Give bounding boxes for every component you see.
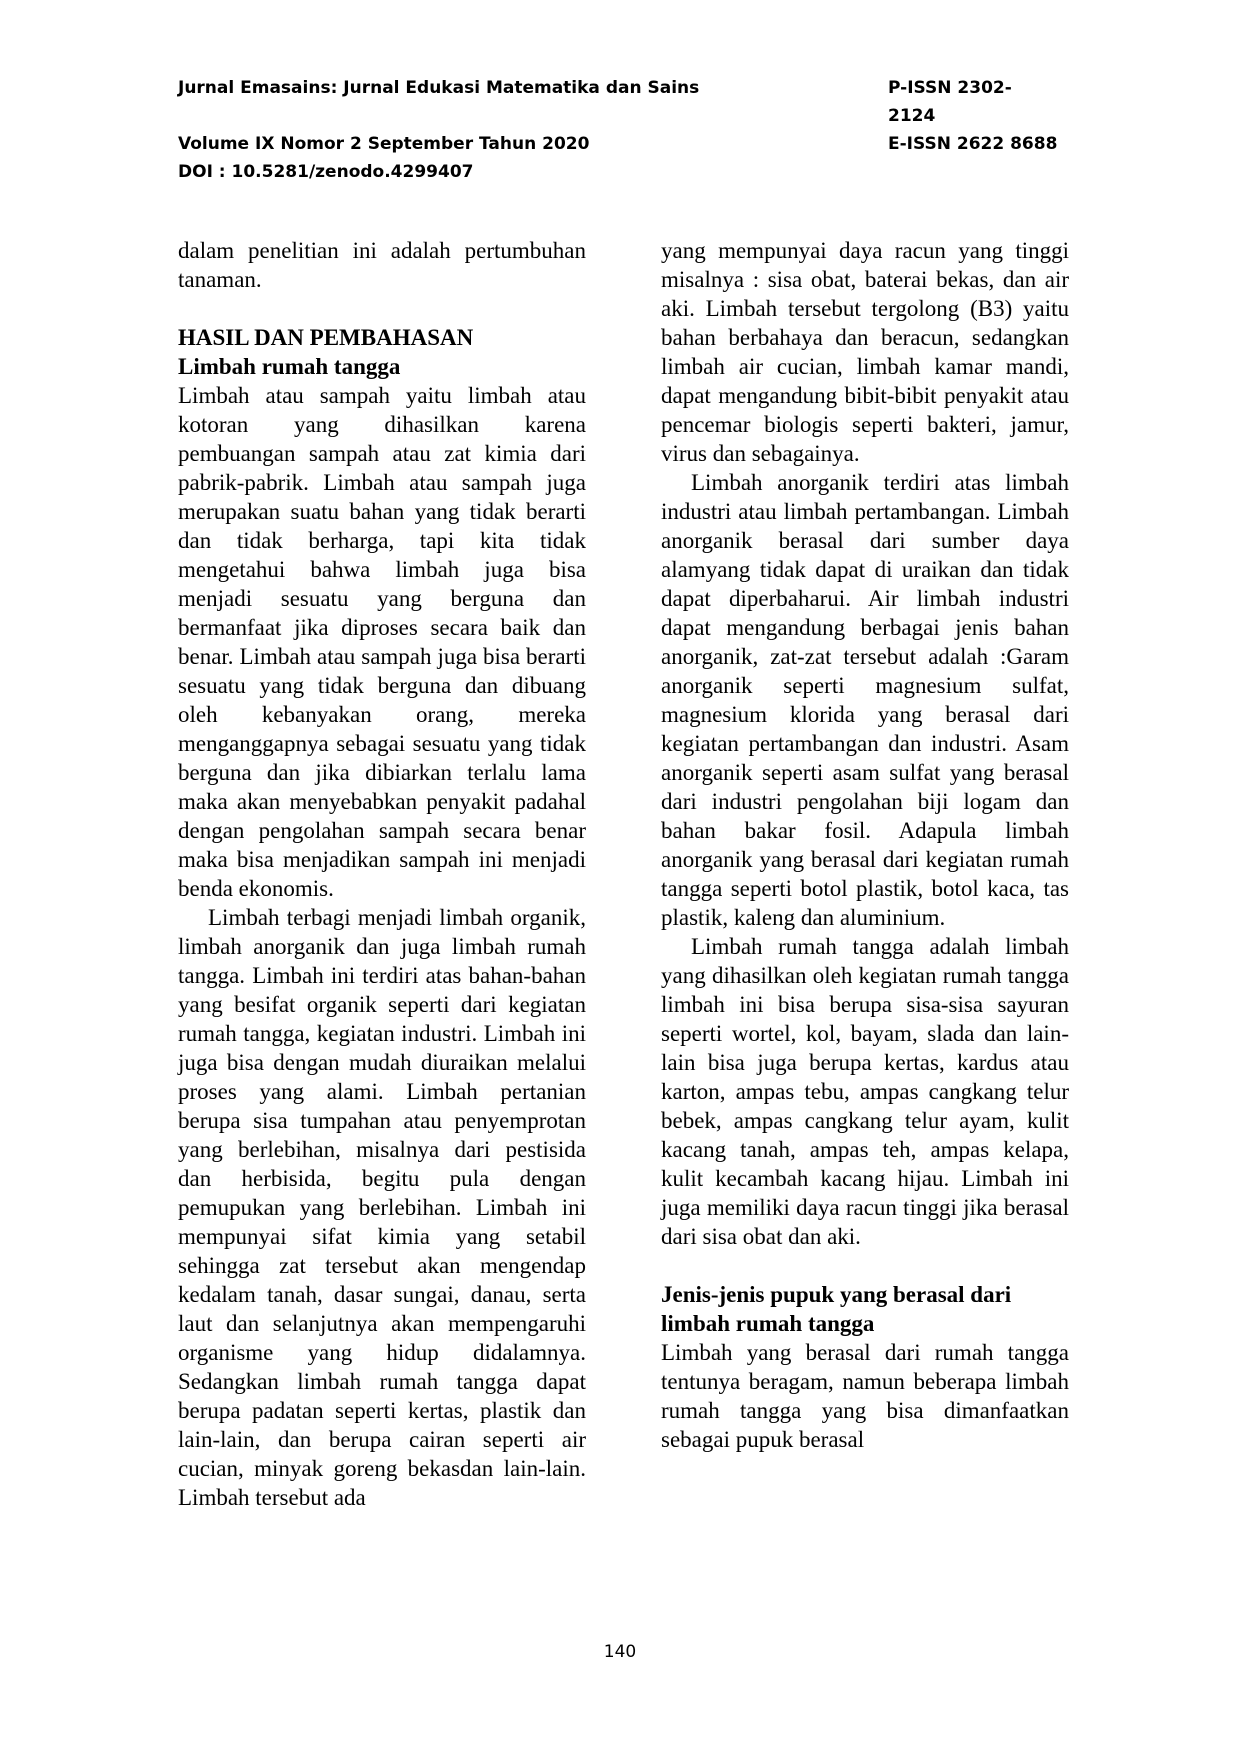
journal-title: Jurnal Emasains: Jurnal Edukasi Matematika dan Sains xyxy=(178,78,700,98)
body-paragraph: Limbah yang berasal dari rumah tangga tentunya beragam, namun beberapa limbah rumah tangga yang bisa dimanfaatkan sebagai pupuk berasal xyxy=(661,1340,1069,1452)
volume-info: Volume IX Nomor 2 September Tahun 2020 xyxy=(178,134,590,154)
spacer xyxy=(661,1251,1069,1280)
subsection-heading: Limbah rumah tangga xyxy=(178,354,401,379)
body-paragraph: yang mempunyai daya racun yang tinggi misalnya : sisa obat, baterai bekas, dan air aki. Limbah tersebut tergolong (B3) yaitu bahan berbahaya dan beracun, sedangkan limbah air cucian, limbah kamar mandi, dapat mengandung bibit-bibit penyakit atau pencemar biologis seperti bakteri, jamur, virus dan sebagainya. xyxy=(661,238,1069,466)
body-paragraph: Limbah terbagi menjadi limbah organik, limbah anorganik dan juga limbah rumah tangga. Limbah ini terdiri atas bahan-bahan yang besifat organik seperti dari kegiatan rumah tangga, kegiatan industri. Limbah ini juga bisa dengan mudah diuraikan melalui proses yang alami. Limbah pertanian berupa sisa tumpahan atau penyemprotan yang berlebihan, misalnya dari pestisida dan herbisida, begitu pula dengan pemupukan yang berlebihan. Limbah ini mempunyai sifat kimia yang setabil sehingga zat tersebut akan mengendap kedalam tanah, dasar sungai, danau, serta laut dan selanjutnya akan mempengaruhi organisme yang hidup didalamnya. Sedangkan limbah rumah tangga dapat berupa padatan seperti kertas, plastik dan lain-lain, dan berupa cairan seperti air cucian, minyak goreng bekasdan lain-lain. Limbah tersebut ada xyxy=(178,905,586,1510)
header-row-2 xyxy=(178,130,1058,158)
page-number: 140 xyxy=(603,1642,637,1662)
right-column xyxy=(661,236,1069,1454)
p-issn: P-ISSN 2302-2124 xyxy=(888,78,1012,126)
e-issn: E-ISSN 2622 8688 xyxy=(888,134,1058,154)
left-column xyxy=(178,236,586,1512)
running-header xyxy=(178,74,1058,158)
section-heading: HASIL DAN PEMBAHASAN xyxy=(178,325,474,350)
body-paragraph: Limbah rumah tangga adalah limbah yang dihasilkan oleh kegiatan rumah tangga limbah ini bisa berupa sisa-sisa sayuran seperti wortel, kol, bayam, slada dan lain-lain bisa juga berupa kertas, kardus atau karton, ampas tebu, ampas cangkang telur bebek, ampas cangkang telur ayam, kulit kacang tanah, ampas teh, ampas kelapa, kulit kecambah kacang hijau. Limbah ini juga memiliki daya racun tinggi jika berasal dari sisa obat dan aki. xyxy=(661,934,1069,1249)
body-paragraph: Limbah anorganik terdiri atas limbah industri atau limbah pertambangan. Limbah anorganik berasal dari sumber daya alamyang tidak dapat di uraikan dan tidak dapat diperbaharui. Air limbah industri dapat mengandung berbagai jenis bahan anorganik, zat-zat tersebut adalah :Garam anorganik seperti magnesium sulfat, magnesium klorida yang berasal dari kegiatan pertambangan dan industri. Asam anorganik seperti asam sulfat yang berasal dari industri pengolahan biji logam dan bahan bakar fosil. Adapula limbah anorganik yang berasal dari kegiatan rumah tangga seperti botol plastik, botol kaca, tas plastik, kaleng dan aluminium. xyxy=(661,470,1069,930)
header-row-1 xyxy=(178,74,1058,130)
body-paragraph: Limbah atau sampah yaitu limbah atau kotoran yang dihasilkan karena pembuangan sampah atau zat kimia dari pabrik-pabrik. Limbah atau sampah juga merupakan suatu bahan yang tidak berarti dan tidak berharga, tapi kita tidak mengetahui bahwa limbah juga bisa menjadi sesuatu yang berguna dan bermanfaat jika diproses secara baik dan benar. Limbah atau sampah juga bisa berarti sesuatu yang tidak berguna dan dibuang oleh kebanyakan orang, mereka menganggapnya sebagai sesuatu yang tidak berguna dan jika dibiarkan terlalu lama maka akan menyebabkan penyakit padahal dengan pengolahan sampah secara benar maka bisa menjadikan sampah ini menjadi benda ekonomis. xyxy=(178,383,586,901)
doi: DOI : 10.5281/zenodo.4299407 xyxy=(178,162,474,182)
intro-paragraph: dalam penelitian ini adalah pertumbuhan tanaman. xyxy=(178,238,586,292)
spacer xyxy=(178,294,586,323)
subsection-heading: Jenis-jenis pupuk yang berasal dari limbah rumah tangga xyxy=(661,1282,1012,1336)
